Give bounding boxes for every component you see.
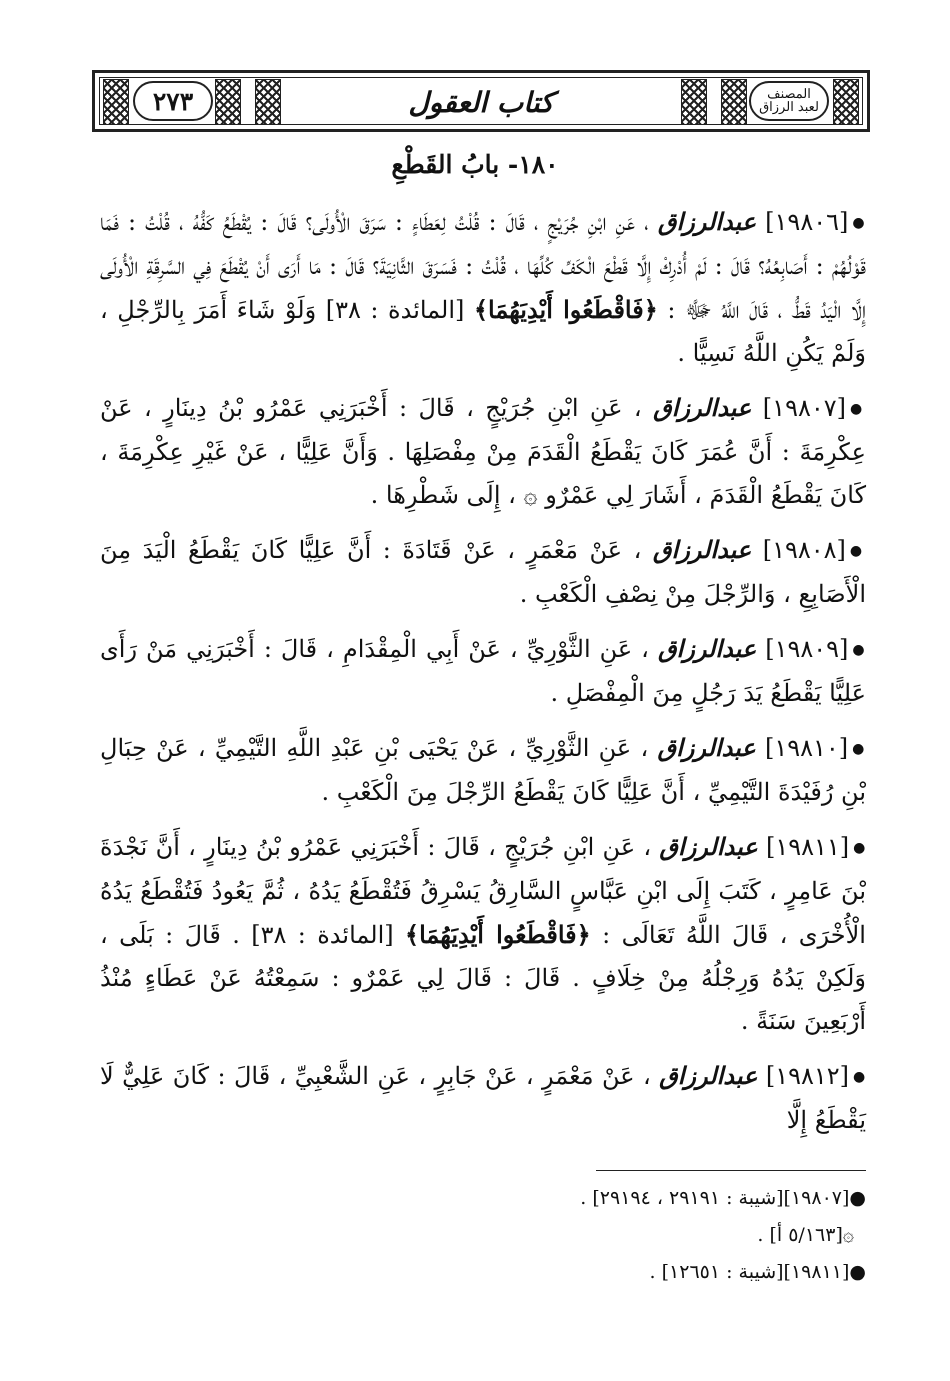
author-name: عبدالرزاق (652, 535, 752, 564)
hadith-entry (100, 726, 866, 814)
hadith-text: ، عَنْ مَعْمَرٍ ، عَنْ قَتَادَةَ : أَنَّ عَلِيًّا كَانَ يَقْطَعُ الْيَدَ مِنَ الْأَصَابِعِ ، وَالرِّجْلَ مِنْ نِصْفِ الْكَعْبِ . (100, 536, 866, 608)
bullet-icon: ● (852, 642, 866, 658)
bullet-icon: ● (853, 1069, 866, 1085)
hadith-entry (100, 825, 866, 1043)
hadith-text: ، عَنِ ابْنِ جُرَيْجٍ ، قَالَ : أَخْبَرَنِي عَمْرُو بْنُ دِينَارٍ ، أَنَّ نَجْدَةَ بْنَ عَامِرٍ ، كَتَبَ إِلَى ابْنِ عَبَّاسٍ السَّارِقُ يَسْرِقُ فَتُقْطَعُ يَدُهُ ، ثُمَّ يَعُودُ فَتُقْطَعُ يَدُهُ الْأُخْرَى ، قَالَ اللَّهُ تَعَالَى : (100, 833, 866, 949)
author-name: عبدالرزاق (657, 634, 757, 663)
hadith-entry (100, 627, 866, 715)
ornament-icon (681, 79, 707, 125)
ornament-icon (721, 79, 747, 125)
author-name: عبدالرزاق (653, 393, 752, 422)
running-title: كتاب العقول (408, 85, 554, 119)
footnote-divider (596, 1170, 866, 1171)
ornament-icon (833, 79, 859, 125)
bullet-icon: ● (850, 401, 866, 417)
ornament-icon (215, 79, 241, 125)
hadith-text: ، عَنِ ابْنِ جُرَيْجٍ ، قَالَ : أَخْبَرَنِي عَمْرُو بْنُ دِينَارٍ ، عَنْ عِكْرِمَةَ : أَنَّ عُمَرَ كَانَ يَقْطَعُ الْقَدَمَ مِنْ مِفْصَلِهَا . وَأَنَّ عَلِيًّا ، عَنْ غَيْرِ عِكْرِمَةَ ، كَانَ يَقْطَعُ الْقَدَمَ ، أَشَارَ لِي عَمْرٌو ۞ ، إِلَى شَطْرِهَا . (100, 394, 866, 509)
quran-quote: ﴿فَاقْطَعُوا أَيْدِيَهُمَا﴾ (473, 295, 658, 324)
bullet-icon: ● (849, 543, 866, 559)
quran-quote: ﴿فَاقْطَعُوا أَيْدِيَهُمَا﴾ (405, 920, 591, 949)
hadith-number: [١٩٨٠٩] (765, 635, 849, 663)
book-emblem (749, 81, 829, 121)
hadith-number: [١٩٨١١] (765, 833, 850, 861)
hadith-entry (100, 1054, 866, 1142)
hadith-text-cont: [المائدة : ٣٨] . قَالَ : بَلَى ، وَلَكِنْ يَدُهُ وَرِجْلُهُ مِنْ خِلَافٍ . قَالَ : قَالَ لِي عَمْرٌو : سَمِعْتُهُ عَنْ عَطَاءٍ مُنْذُ أَرْبَعِينَ سَنَةً . (100, 921, 866, 1035)
ornament-icon (255, 79, 281, 125)
ornament-icon (103, 79, 129, 125)
hadith-list (100, 200, 866, 1153)
bullet-icon: ● (852, 741, 866, 757)
author-name: عبدالرزاق (657, 207, 757, 236)
hadith-text: ، عَنِ الثَّوْرِيِّ ، عَنْ أَبِي الْمِقْدَامِ ، قَالَ : أَخْبَرَنِي مَنْ رَأَى عَلِيًّا يَقْطَعُ يَدَ رَجُلٍ مِنَ الْمِفْصَلِ . (100, 635, 866, 707)
hadith-number: [١٩٨١٠] (764, 734, 849, 762)
bullet-icon: ● (852, 215, 866, 231)
hadith-text: ، عَنِ ابْنِ جُرَيْجٍ ، قَالَ : قُلْتُ لِعَطَاءٍ : سَرَقَ الْأُولَى؟ قَالَ : يُقْطَعُ كَفُّهُ ، قُلْتُ : فَمَا قَوْلُهُمْ : أَصَابِعُهُ؟ قَالَ : لَمْ أُدْرِكْ إِلَّا قَطْعَ الْكَفِّ كُلِّهَا ، قُلْتُ : فَسَرَقَ الثَّانِيَةَ؟ قَالَ : مَا أَرَى أَنْ يُقْطَعَ فِي السَّرِقَةِ الْأُولَى إِلَّا الْيَدُ قَطُّ ، قَالَ اللَّهُ ﷻ : (100, 208, 866, 324)
hadith-number: [١٩٨٠٨] (762, 536, 846, 564)
hadith-number: [١٩٨٠٧] (762, 394, 846, 422)
hadith-text: ، عَنِ الثَّوْرِيِّ ، عَنْ يَحْيَى بْنِ عَبْدِ اللَّهِ التَّيْمِيِّ ، عَنْ حِبَالِ بْنِ رُفَيْدَةَ التَّيْمِيِّ ، أَنَّ عَلِيًّا كَانَ يَقْطَعُ الرِّجْلَ مِنَ الْكَعْبِ . (100, 734, 866, 806)
footnotes (100, 1180, 866, 1291)
page-number: ٢٧٣ (133, 81, 213, 121)
footnote: ●[١٩٨٠٧][شيبة : ٢٩١٩١ ، ٢٩١٩٤] . (580, 1187, 866, 1209)
emblem-line-1: المصنف (767, 87, 811, 102)
author-name: عبدالرزاق (659, 1061, 758, 1090)
footnote: ●[١٩٨١١][شيبة : ١٢٦٥١] . (649, 1261, 866, 1283)
running-header (92, 70, 870, 132)
bullet-icon: ● (853, 840, 866, 856)
hadith-number: [١٩٨١٢] (765, 1062, 850, 1090)
hadith-text: ، عَنْ مَعْمَرٍ ، عَنْ جَابِرٍ ، عَنِ الشَّعْبِيِّ ، قَالَ : كَانَ عَلِيٌّ لَا يَقْطَعُ إِلَّا (100, 1062, 866, 1134)
author-name: عبدالرزاق (659, 832, 758, 861)
author-name: عبدالرزاق (657, 733, 756, 762)
hadith-entry (100, 386, 866, 517)
emblem-line-2: لعبد الرزاق (759, 100, 819, 115)
hadith-number: [١٩٨٠٦] (765, 208, 849, 236)
hadith-entry (100, 528, 866, 616)
footnote: ۞[٥/١٦٣ أ] . (757, 1224, 854, 1246)
hadith-entry (100, 200, 866, 375)
hadith-text-cont: [المائدة : ٣٨] وَلَوْ شَاءَ أَمَرَ بِالرِّجْلِ ، وَلَمْ يَكُنِ اللَّهُ نَسِيًّا . (100, 296, 866, 367)
chapter-title: ١٨٠- بابُ القَطْعِ (391, 150, 559, 179)
